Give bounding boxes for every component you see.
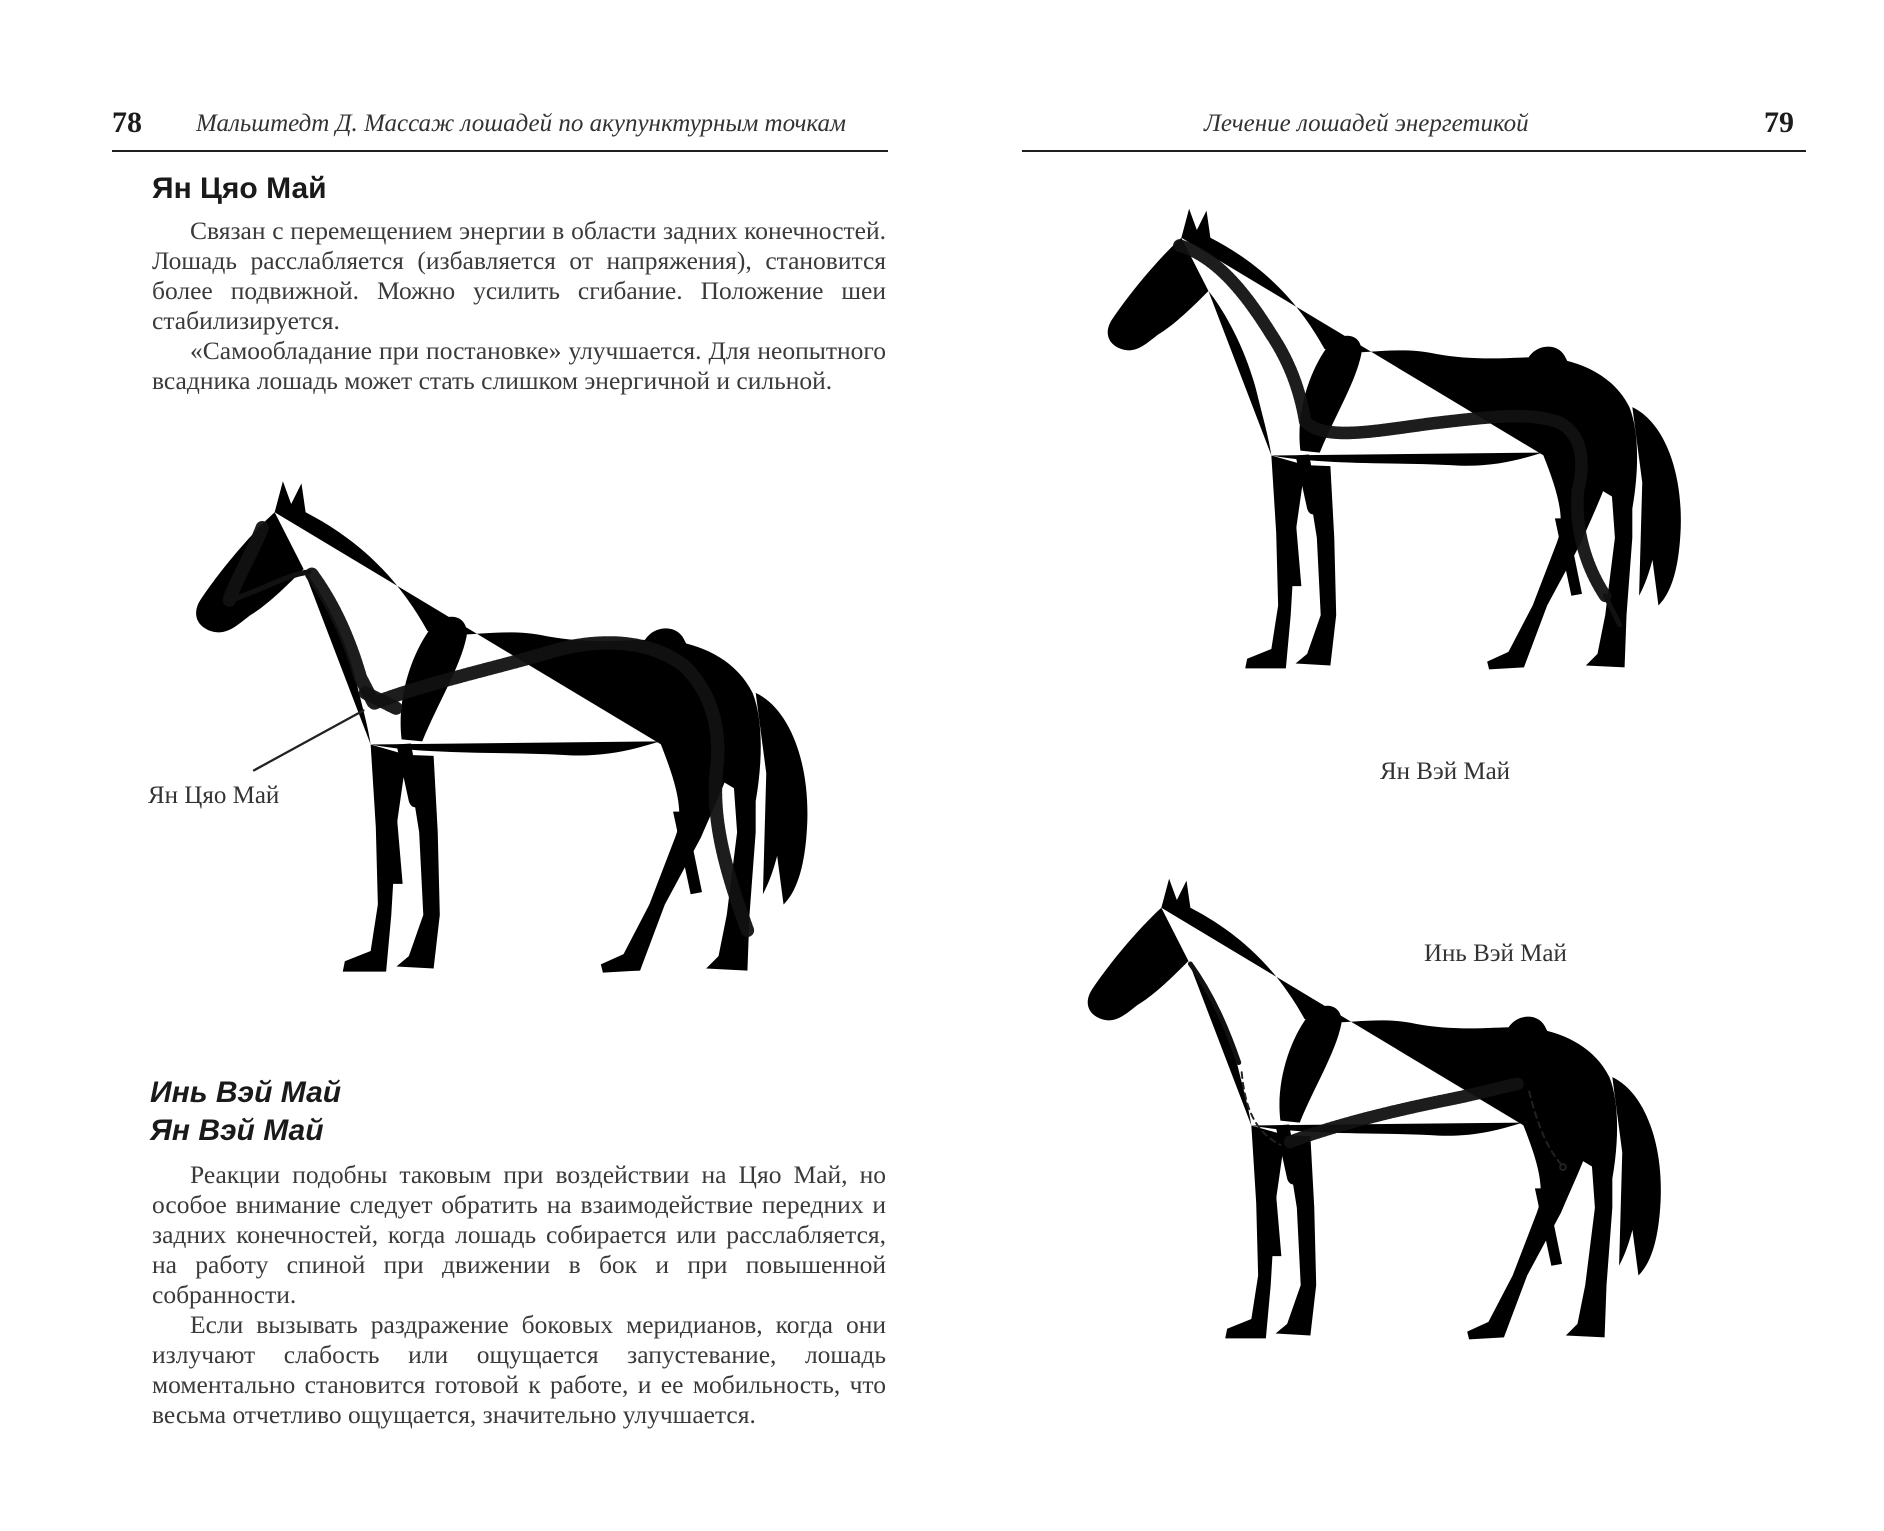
figure-label-yang-qiao-mai: Ян Цяо Май <box>148 782 280 809</box>
meridian-line-body <box>1179 245 1605 595</box>
page-number-left: 78 <box>112 106 142 139</box>
header-rule-left <box>112 150 888 152</box>
horse-figure-yin-wei-mai <box>1082 860 1682 1420</box>
horse-outline <box>1108 209 1681 670</box>
running-title-right: Лечение лошадей энергетикой <box>1204 110 1529 137</box>
figure-caption-yang-wei-mai: Ян Вэй Май <box>1380 758 1511 785</box>
section-title-yang-wei-mai: Ян Вэй Май <box>150 1114 324 1147</box>
header-rule-right <box>1022 150 1806 152</box>
figure-label-leader-line <box>254 710 363 770</box>
right-page <box>942 0 1884 1531</box>
section-title-yin-wei-mai: Инь Вэй Май <box>150 1076 342 1109</box>
paragraph: Связан с перемещением энергии в области задних конечностей. Лошадь расслабляется (избавляется от напряжения), становится более подвижной. Можно усилить сгибание. Положение шеи стабилизируется. <box>152 216 886 335</box>
paragraph: Реакции подобны таковым при воздействии на Цяо Май, но особое внимание следует обратить на взаимодействие передних и задних конечностей, когда лошадь собирается или расслабляется, на работу спиной при движении в бок и при повышенной собранности. <box>152 1160 886 1309</box>
paragraph: Если вызывать раздражение боковых меридианов, когда они излучают слабость или ощущается запустевание, лошадь моментально становится готовой к работе, и ее мобильность, что весьма отчетливо ощущается, значительно улучшается. <box>152 1310 886 1429</box>
horse-figure-yang-qiao-mai <box>190 470 830 1050</box>
paragraph: «Самообладание при постановке» улучшается. Для неопытного всадника лошадь может стать слишком энергичной и сильной. <box>152 336 886 395</box>
section-title-yang-qiao-mai: Ян Цяо Май <box>152 172 327 205</box>
figure-caption-yin-wei-mai: Инь Вэй Май <box>1424 940 1567 967</box>
horse-figure-yang-wei-mai <box>1102 190 1702 750</box>
section1-body <box>152 216 886 396</box>
page-number-right: 79 <box>1764 106 1794 139</box>
running-title-left: Мальштедт Д. Массаж лошадей по акупунктурным точкам <box>196 110 846 137</box>
section2-body <box>152 1160 886 1430</box>
horse-outline <box>1088 879 1661 1340</box>
